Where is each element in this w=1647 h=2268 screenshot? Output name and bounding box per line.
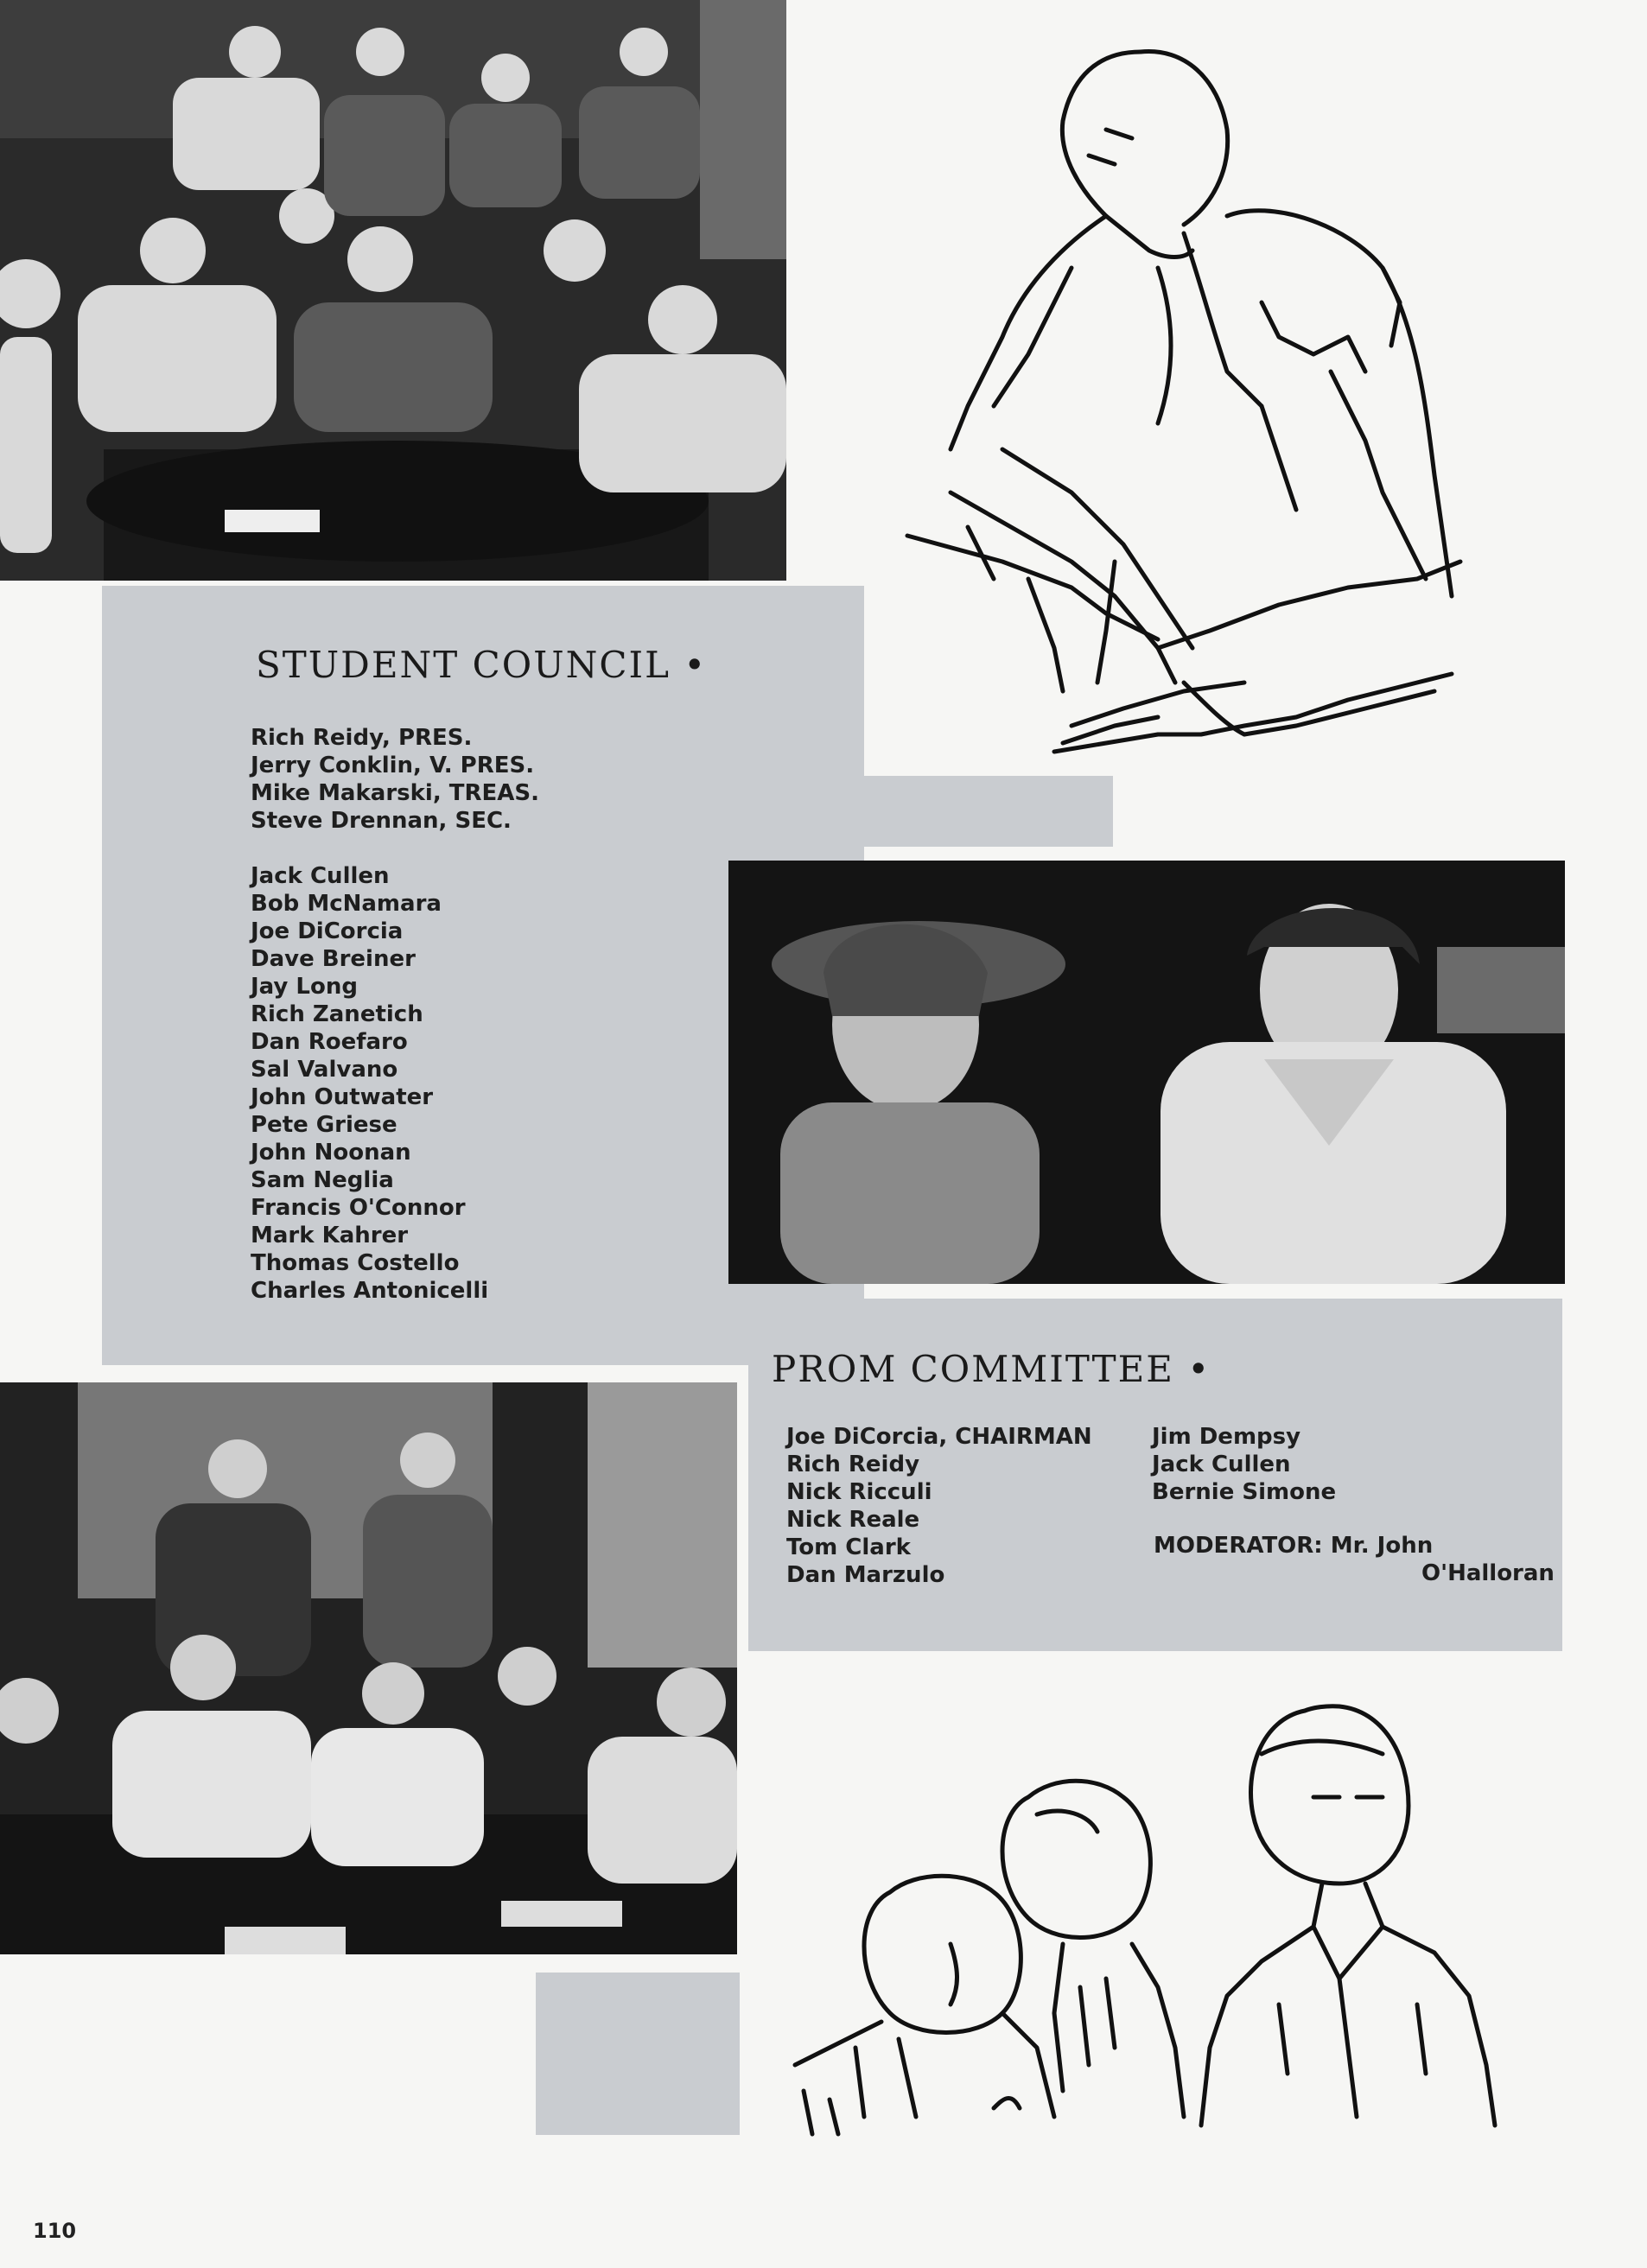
reading-student-drawing bbox=[899, 43, 1504, 769]
prom-committee-group-photo bbox=[0, 1382, 737, 1954]
student-council-members bbox=[251, 862, 488, 1305]
list-item: Rich Reidy bbox=[786, 1452, 920, 1477]
decorative-gray-block bbox=[536, 1973, 740, 2135]
list-item: John Noonan bbox=[251, 1140, 411, 1166]
page-number: 110 bbox=[33, 2219, 77, 2243]
list-item: Rich Zanetich bbox=[251, 1001, 423, 1027]
list-item: Francis O'Connor bbox=[251, 1195, 466, 1221]
prom-moderator-line-2: O'Halloran bbox=[1421, 1560, 1555, 1586]
student-council-group-photo bbox=[0, 0, 786, 581]
list-item: Jack Cullen bbox=[1152, 1452, 1291, 1477]
list-item: Nick Reale bbox=[786, 1507, 920, 1533]
list-item: Mark Kahrer bbox=[251, 1223, 409, 1248]
list-item: Pete Griese bbox=[251, 1112, 397, 1138]
list-item: Sam Neglia bbox=[251, 1167, 394, 1193]
list-item: Joe DiCorcia bbox=[251, 918, 404, 944]
list-item: Bob McNamara bbox=[251, 891, 442, 917]
list-item: Jack Cullen bbox=[251, 863, 390, 889]
officer-treasurer: Mike Makarski, TREAS. bbox=[251, 780, 539, 806]
officer-president: Rich Reidy, PRES. bbox=[251, 725, 473, 751]
prom-committee-column-2 bbox=[1152, 1423, 1336, 1506]
list-item: Sal Valvano bbox=[251, 1057, 398, 1083]
list-item: Charles Antonicelli bbox=[251, 1278, 489, 1304]
list-item: Bernie Simone bbox=[1152, 1479, 1337, 1505]
prom-moderator-line-1: MODERATOR: Mr. John bbox=[1154, 1533, 1434, 1559]
officer-secretary: Steve Drennan, SEC. bbox=[251, 808, 512, 834]
list-item: Jim Dempsy bbox=[1152, 1424, 1301, 1450]
list-item: John Outwater bbox=[251, 1084, 434, 1110]
list-item: Dan Roefaro bbox=[251, 1029, 408, 1055]
student-council-heading: STUDENT COUNCIL • bbox=[256, 644, 708, 686]
three-students-drawing bbox=[778, 1685, 1521, 2143]
officer-vice-president: Jerry Conklin, V. PRES. bbox=[251, 753, 535, 778]
list-item: Thomas Costello bbox=[251, 1250, 460, 1276]
list-item: Joe DiCorcia, CHAIRMAN bbox=[786, 1424, 1092, 1450]
list-item: Dave Breiner bbox=[251, 946, 416, 972]
list-item: Tom Clark bbox=[786, 1534, 911, 1560]
prom-committee-column-1 bbox=[786, 1423, 1092, 1589]
list-item: Jay Long bbox=[251, 974, 358, 1000]
list-item: Dan Marzulo bbox=[786, 1562, 945, 1588]
prom-committee-heading: PROM COMMITTEE • bbox=[772, 1348, 1211, 1390]
two-students-photo bbox=[728, 861, 1565, 1284]
student-council-officers bbox=[251, 724, 539, 835]
list-item: Nick Ricculi bbox=[786, 1479, 932, 1505]
student-council-panel-tab bbox=[864, 776, 1113, 847]
